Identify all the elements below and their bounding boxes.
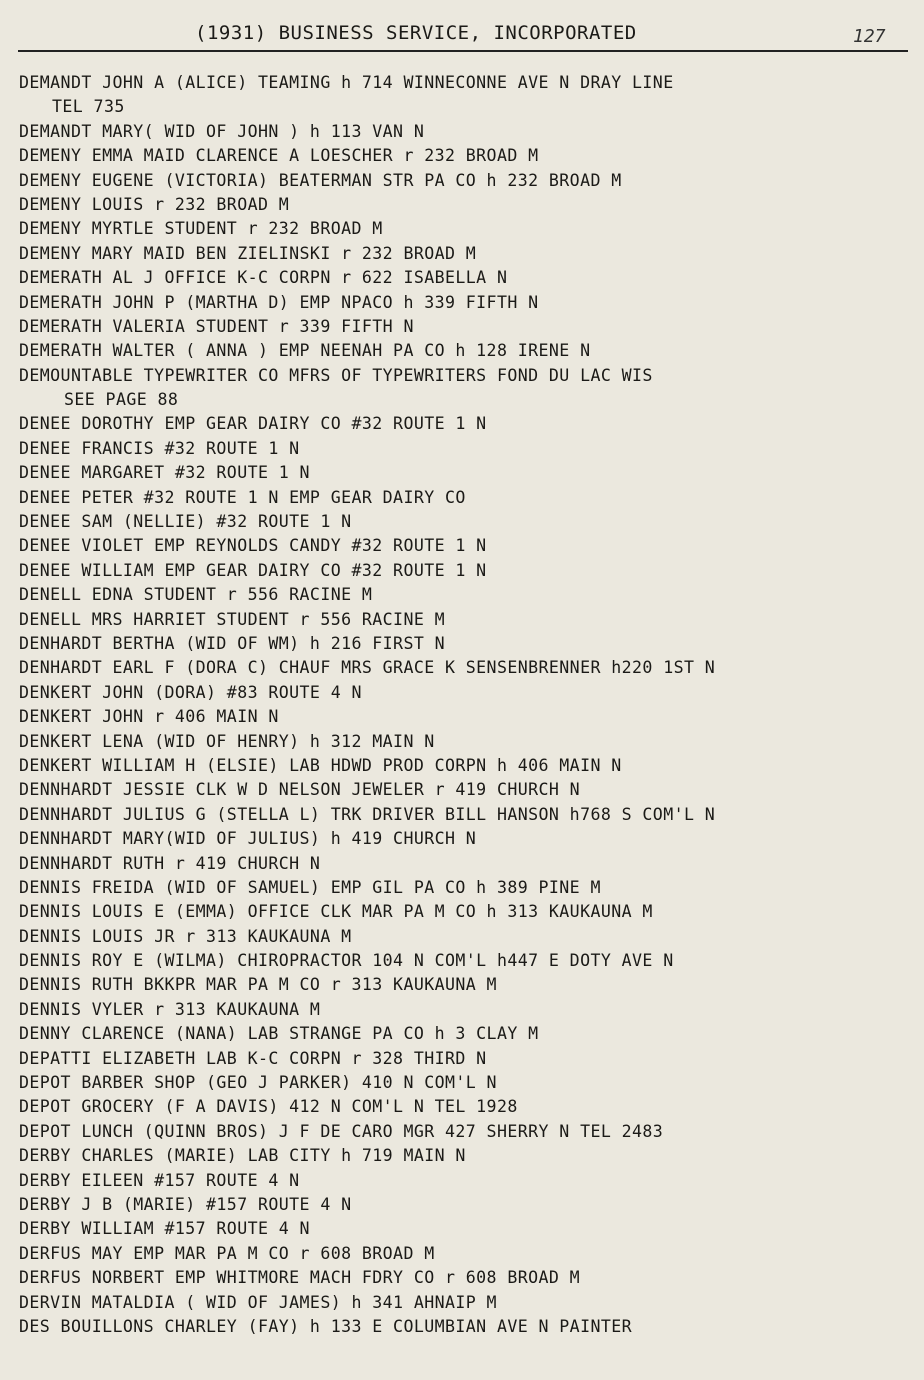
- directory-entry: DENKERT WILLIAM H (ELSIE) LAB HDWD PROD CORPN h 406 MAIN N: [19, 755, 622, 775]
- directory-entry: DERBY WILLIAM #157 ROUTE 4 N: [19, 1219, 310, 1239]
- directory-entry: DEMENY MYRTLE STUDENT r 232 BROAD M: [19, 219, 383, 239]
- directory-entry: DENKERT JOHN r 406 MAIN N: [19, 707, 279, 727]
- directory-entry: DENEE SAM (NELLIE) #32 ROUTE 1 N: [19, 512, 352, 532]
- directory-entry: DEPOT LUNCH (QUINN BROS) J F DE CARO MGR 427 SHERRY N TEL 2483: [19, 1121, 664, 1141]
- header-rule: [18, 50, 908, 52]
- directory-entry: DERFUS MAY EMP MAR PA M CO r 608 BROAD M: [19, 1243, 435, 1263]
- directory-entry: DENELL MRS HARRIET STUDENT r 556 RACINE M: [19, 609, 446, 629]
- directory-entry-continuation: TEL 735: [52, 97, 125, 117]
- directory-entry: DERBY J B (MARIE) #157 ROUTE 4 N: [19, 1194, 352, 1214]
- directory-entry: DEMERATH WALTER ( ANNA ) EMP NEENAH PA CO h 128 IRENE N: [19, 341, 591, 361]
- directory-entry: DENNIS LOUIS E (EMMA) OFFICE CLK MAR PA M CO h 313 KAUKAUNA M: [19, 902, 653, 922]
- directory-entry: DEMENY EUGENE (VICTORIA) BEATERMAN STR PA CO h 232 BROAD M: [19, 170, 622, 190]
- directory-entry: DENNIS RUTH BKKPR MAR PA M CO r 313 KAUKAUNA M: [19, 975, 497, 995]
- directory-entry: DEMERATH JOHN P (MARTHA D) EMP NPACO h 339 FIFTH N: [19, 292, 539, 312]
- directory-entry: DENNIS VYLER r 313 KAUKAUNA M: [19, 999, 321, 1019]
- directory-entry: DENEE DOROTHY EMP GEAR DAIRY CO #32 ROUTE 1 N: [19, 414, 487, 434]
- directory-entry: DENNY CLARENCE (NANA) LAB STRANGE PA CO h 3 CLAY M: [19, 1024, 539, 1044]
- directory-entry: DEMERATH AL J OFFICE K-C CORPN r 622 ISABELLA N: [19, 268, 508, 288]
- directory-entry: DENNHARDT JESSIE CLK W D NELSON JEWELER r 419 CHURCH N: [19, 780, 581, 800]
- directory-entry: DENKERT JOHN (DORA) #83 ROUTE 4 N: [19, 682, 362, 702]
- directory-entry: DENNHARDT MARY(WID OF JULIUS) h 419 CHURCH N: [19, 829, 477, 849]
- directory-entry: DES BOUILLONS CHARLEY (FAY) h 133 E COLUMBIAN AVE N PAINTER: [19, 1316, 633, 1336]
- directory-entry-continuation: SEE PAGE 88: [64, 390, 179, 410]
- page-title: (1931) BUSINESS SERVICE, INCORPORATED: [195, 22, 637, 44]
- directory-entry: DENNIS ROY E (WILMA) CHIROPRACTOR 104 N COM'L h447 E DOTY AVE N: [19, 951, 674, 971]
- directory-entry: DENNIS FREIDA (WID OF SAMUEL) EMP GIL PA CO h 389 PINE M: [19, 877, 601, 897]
- directory-entry: DERBY EILEEN #157 ROUTE 4 N: [19, 1170, 300, 1190]
- directory-entry: DEMOUNTABLE TYPEWRITER CO MFRS OF TYPEWRITERS FOND DU LAC WIS: [19, 365, 653, 385]
- directory-entry: DEPOT BARBER SHOP (GEO J PARKER) 410 N COM'L N: [19, 1073, 497, 1093]
- directory-entries: [19, 71, 914, 1339]
- directory-entry: DEMANDT JOHN A (ALICE) TEAMING h 714 WINNECONNE AVE N DRAY LINE: [19, 73, 674, 92]
- directory-entry: DENEE WILLIAM EMP GEAR DAIRY CO #32 ROUTE 1 N: [19, 560, 487, 580]
- directory-entry: DEMANDT MARY( WID OF JOHN ) h 113 VAN N: [19, 121, 425, 141]
- page-header: [0, 18, 924, 52]
- directory-entry: DENEE FRANCIS #32 ROUTE 1 N: [19, 438, 300, 458]
- directory-entry: DENEE VIOLET EMP REYNOLDS CANDY #32 ROUTE 1 N: [19, 536, 487, 556]
- directory-entry: DEPOT GROCERY (F A DAVIS) 412 N COM'L N TEL 1928: [19, 1097, 518, 1117]
- directory-entry: DENELL EDNA STUDENT r 556 RACINE M: [19, 585, 373, 605]
- directory-entry: DERVIN MATALDIA ( WID OF JAMES) h 341 AHNAIP M: [19, 1292, 497, 1312]
- directory-entry: DENHARDT EARL F (DORA C) CHAUF MRS GRACE K SENSENBRENNER h220 1ST N: [19, 658, 716, 678]
- directory-entry: DEMERATH VALERIA STUDENT r 339 FIFTH N: [19, 316, 414, 336]
- page-number: 127: [853, 26, 886, 47]
- directory-entry: DENNHARDT RUTH r 419 CHURCH N: [19, 853, 321, 873]
- directory-entry: DENEE MARGARET #32 ROUTE 1 N: [19, 463, 310, 483]
- directory-entry: DENNIS LOUIS JR r 313 KAUKAUNA M: [19, 926, 352, 946]
- directory-entry: DERFUS NORBERT EMP WHITMORE MACH FDRY CO r 608 BROAD M: [19, 1268, 581, 1288]
- directory-entry: DENKERT LENA (WID OF HENRY) h 312 MAIN N: [19, 731, 435, 751]
- directory-entry: DEPATTI ELIZABETH LAB K-C CORPN r 328 THIRD N: [19, 1048, 487, 1068]
- directory-entry: DENHARDT BERTHA (WID OF WM) h 216 FIRST N: [19, 633, 446, 653]
- directory-entry: DENNHARDT JULIUS G (STELLA L) TRK DRIVER BILL HANSON h768 S COM'L N: [19, 804, 716, 824]
- directory-entry: DEMENY LOUIS r 232 BROAD M: [19, 194, 290, 214]
- directory-entry: DEMENY MARY MAID BEN ZIELINSKI r 232 BROAD M: [19, 243, 477, 263]
- directory-entry: DERBY CHARLES (MARIE) LAB CITY h 719 MAIN N: [19, 1146, 466, 1166]
- directory-entry: DENEE PETER #32 ROUTE 1 N EMP GEAR DAIRY CO: [19, 487, 466, 507]
- directory-entry: DEMENY EMMA MAID CLARENCE A LOESCHER r 232 BROAD M: [19, 146, 539, 166]
